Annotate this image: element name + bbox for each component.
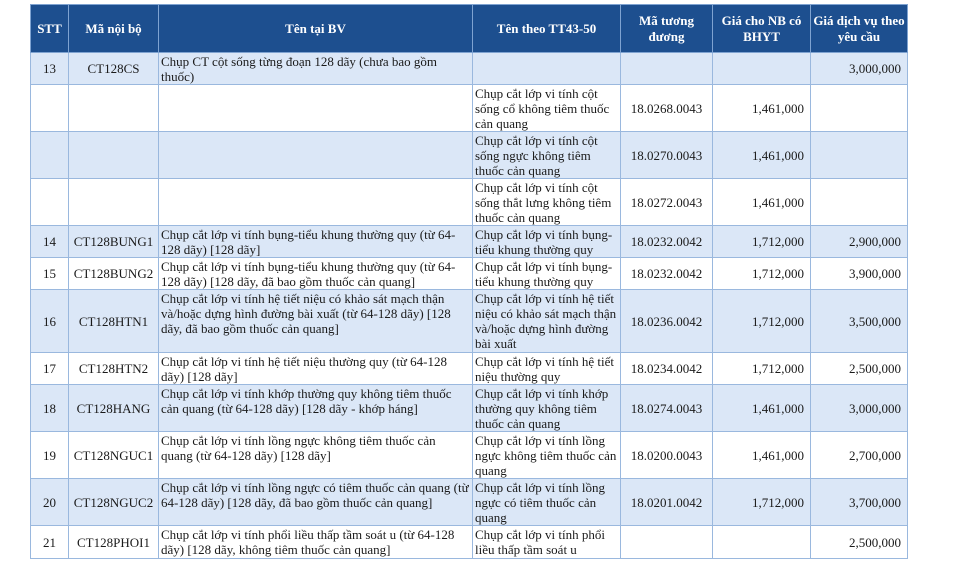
row-hospital-name (159, 85, 473, 132)
row-hospital-name: Chụp CT cột sống từng đoạn 128 dãy (chưa bao gồm thuốc) (159, 53, 473, 85)
row-circular-name: Chụp cắt lớp vi tính cột sống cổ không tiêm thuốc cản quang (473, 85, 621, 132)
row-stt: 15 (31, 258, 69, 290)
row-circular-name (473, 53, 621, 85)
row-hospital-name: Chụp cắt lớp vi tính phổi liều thấp tầm soát u (từ 64-128 dãy) [128 dãy, không tiêm thuốc cản quang] (159, 526, 473, 559)
row-insurance-price (713, 526, 811, 559)
table-row (31, 353, 908, 385)
table-row (31, 179, 908, 226)
header-insurance-price: Giá cho NB có BHYT (713, 5, 811, 53)
row-insurance-price: 1,461,000 (713, 85, 811, 132)
table-row (31, 385, 908, 432)
row-stt: 13 (31, 53, 69, 85)
row-insurance-price: 1,712,000 (713, 226, 811, 258)
row-service-price: 3,900,000 (811, 258, 908, 290)
row-equivalent-code (621, 526, 713, 559)
row-circular-name: Chụp cắt lớp vi tính khớp thường quy không tiêm thuốc cản quang (473, 385, 621, 432)
header-internal-code: Mã nội bộ (69, 5, 159, 53)
row-internal-code: CT128HTN1 (69, 290, 159, 353)
row-insurance-price: 1,712,000 (713, 290, 811, 353)
row-service-price: 3,700,000 (811, 479, 908, 526)
row-hospital-name: Chụp cắt lớp vi tính lồng ngực có tiêm thuốc cản quang (từ 64-128 dãy) [128 dãy, đã bao gồm thuốc cản quang] (159, 479, 473, 526)
row-insurance-price: 1,712,000 (713, 353, 811, 385)
row-internal-code: CT128NGUC1 (69, 432, 159, 479)
row-stt (31, 132, 69, 179)
row-hospital-name: Chụp cắt lớp vi tính lồng ngực không tiêm thuốc cản quang (từ 64-128 dãy) [128 dãy] (159, 432, 473, 479)
row-service-price: 2,500,000 (811, 526, 908, 559)
row-circular-name: Chụp cắt lớp vi tính phổi liều thấp tầm soát u (473, 526, 621, 559)
row-stt: 20 (31, 479, 69, 526)
row-insurance-price: 1,461,000 (713, 179, 811, 226)
row-internal-code (69, 85, 159, 132)
row-service-price (811, 85, 908, 132)
table-header (31, 5, 908, 53)
row-hospital-name: Chụp cắt lớp vi tính bụng-tiểu khung thường quy (từ 64-128 dãy) [128 dãy] (159, 226, 473, 258)
table-row (31, 226, 908, 258)
row-internal-code (69, 132, 159, 179)
table-row (31, 53, 908, 85)
row-circular-name: Chụp cắt lớp vi tính lồng ngực không tiêm thuốc cản quang (473, 432, 621, 479)
row-stt: 14 (31, 226, 69, 258)
row-equivalent-code: 18.0270.0043 (621, 132, 713, 179)
row-service-price: 3,000,000 (811, 385, 908, 432)
header-equivalent-code: Mã tương đương (621, 5, 713, 53)
table-row (31, 479, 908, 526)
row-circular-name: Chụp cắt lớp vi tính hệ tiết niệu có khảo sát mạch thận và/hoặc dựng hình đường bài xuất (473, 290, 621, 353)
row-stt: 21 (31, 526, 69, 559)
row-service-price: 2,900,000 (811, 226, 908, 258)
table-row (31, 132, 908, 179)
row-service-price: 2,500,000 (811, 353, 908, 385)
row-stt (31, 179, 69, 226)
table-body (31, 53, 908, 559)
row-hospital-name: Chụp cắt lớp vi tính bụng-tiểu khung thường quy (từ 64-128 dãy) [128 dãy, đã bao gồm thuốc cản quang] (159, 258, 473, 290)
row-stt: 17 (31, 353, 69, 385)
row-equivalent-code (621, 53, 713, 85)
row-insurance-price: 1,461,000 (713, 132, 811, 179)
row-internal-code: CT128HANG (69, 385, 159, 432)
table-row (31, 432, 908, 479)
row-circular-name: Chụp cắt lớp vi tính bụng-tiểu khung thường quy (473, 258, 621, 290)
row-insurance-price: 1,712,000 (713, 258, 811, 290)
row-hospital-name (159, 179, 473, 226)
row-service-price: 2,700,000 (811, 432, 908, 479)
row-service-price (811, 132, 908, 179)
row-internal-code: CT128HTN2 (69, 353, 159, 385)
table-row (31, 290, 908, 353)
row-internal-code (69, 179, 159, 226)
row-stt: 16 (31, 290, 69, 353)
row-hospital-name: Chụp cắt lớp vi tính hệ tiết niệu thường quy (từ 64-128 dãy) [128 dãy] (159, 353, 473, 385)
row-equivalent-code: 18.0272.0043 (621, 179, 713, 226)
header-stt: STT (31, 5, 69, 53)
table-row (31, 526, 908, 559)
row-stt: 18 (31, 385, 69, 432)
row-equivalent-code: 18.0274.0043 (621, 385, 713, 432)
row-equivalent-code: 18.0201.0042 (621, 479, 713, 526)
row-internal-code: CT128BUNG1 (69, 226, 159, 258)
row-circular-name: Chụp cắt lớp vi tính cột sống thắt lưng không tiêm thuốc cản quang (473, 179, 621, 226)
table-row (31, 258, 908, 290)
row-circular-name: Chụp cắt lớp vi tính bụng-tiểu khung thường quy (473, 226, 621, 258)
header-service-price: Giá dịch vụ theo yêu cầu (811, 5, 908, 53)
row-service-price (811, 179, 908, 226)
row-equivalent-code: 18.0236.0042 (621, 290, 713, 353)
header-circular-name: Tên theo TT43-50 (473, 5, 621, 53)
row-service-price: 3,500,000 (811, 290, 908, 353)
row-stt (31, 85, 69, 132)
row-insurance-price (713, 53, 811, 85)
price-table-container (30, 4, 907, 559)
row-internal-code: CT128PHOI1 (69, 526, 159, 559)
row-equivalent-code: 18.0200.0043 (621, 432, 713, 479)
row-equivalent-code: 18.0268.0043 (621, 85, 713, 132)
row-internal-code: CT128BUNG2 (69, 258, 159, 290)
row-insurance-price: 1,712,000 (713, 479, 811, 526)
price-table (30, 4, 908, 559)
row-internal-code: CT128CS (69, 53, 159, 85)
row-hospital-name: Chụp cắt lớp vi tính hệ tiết niệu có khảo sát mạch thận và/hoặc dựng hình đường bài xuất (từ 64-128 dãy) [128 dãy, đã bao gồm thuốc cản quang] (159, 290, 473, 353)
row-equivalent-code: 18.0232.0042 (621, 226, 713, 258)
row-hospital-name: Chụp cắt lớp vi tính khớp thường quy không tiêm thuốc cản quang (từ 64-128 dãy) [128 dãy - khớp háng] (159, 385, 473, 432)
row-equivalent-code: 18.0232.0042 (621, 258, 713, 290)
row-stt: 19 (31, 432, 69, 479)
row-circular-name: Chụp cắt lớp vi tính cột sống ngực không tiêm thuốc cản quang (473, 132, 621, 179)
row-insurance-price: 1,461,000 (713, 385, 811, 432)
header-hospital-name: Tên tại BV (159, 5, 473, 53)
row-service-price: 3,000,000 (811, 53, 908, 85)
table-row (31, 85, 908, 132)
row-circular-name: Chụp cắt lớp vi tính hệ tiết niệu thường quy (473, 353, 621, 385)
row-equivalent-code: 18.0234.0042 (621, 353, 713, 385)
row-insurance-price: 1,461,000 (713, 432, 811, 479)
row-hospital-name (159, 132, 473, 179)
row-circular-name: Chụp cắt lớp vi tính lồng ngực có tiêm thuốc cản quang (473, 479, 621, 526)
row-internal-code: CT128NGUC2 (69, 479, 159, 526)
